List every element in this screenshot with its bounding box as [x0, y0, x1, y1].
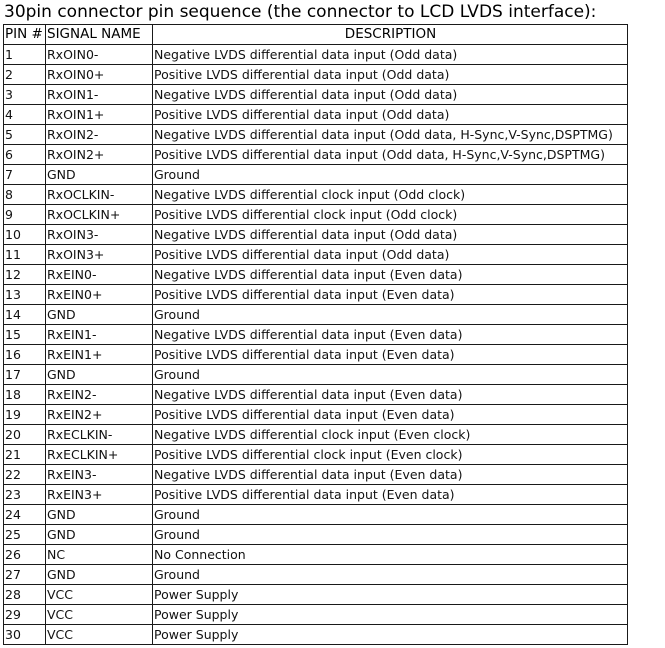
pin-cell: 1: [4, 45, 46, 65]
signal-name-cell: GND: [46, 165, 153, 185]
table-row: [4, 485, 628, 505]
table-row: [4, 85, 628, 105]
pin-cell: 21: [4, 445, 46, 465]
pin-cell: 23: [4, 485, 46, 505]
table-row: [4, 45, 628, 65]
description-cell: Ground: [153, 565, 628, 585]
signal-name-cell: RxOCLKIN+: [46, 205, 153, 225]
pin-cell: 25: [4, 525, 46, 545]
description-cell: Power Supply: [153, 625, 628, 645]
signal-name-cell: RxOIN0-: [46, 45, 153, 65]
description-cell: Positive LVDS differential clock input (Odd clock): [153, 205, 628, 225]
table-row: [4, 385, 628, 405]
description-cell: Ground: [153, 505, 628, 525]
signal-name-cell: RxEIN2-: [46, 385, 153, 405]
signal-name-cell: RxEIN3-: [46, 465, 153, 485]
pin-cell: 26: [4, 545, 46, 565]
pin-cell: 19: [4, 405, 46, 425]
table-row: [4, 505, 628, 525]
table-row: [4, 565, 628, 585]
table-row: [4, 185, 628, 205]
signal-name-cell: RxOIN3-: [46, 225, 153, 245]
description-cell: No Connection: [153, 545, 628, 565]
pin-cell: 28: [4, 585, 46, 605]
pin-cell: 4: [4, 105, 46, 125]
description-cell: Positive LVDS differential data input (Even data): [153, 345, 628, 365]
table-body: [4, 45, 628, 645]
signal-name-cell: RxEIN3+: [46, 485, 153, 505]
table-row: [4, 545, 628, 565]
pin-cell: 9: [4, 205, 46, 225]
signal-name-cell: RxOIN2-: [46, 125, 153, 145]
signal-name-cell: GND: [46, 305, 153, 325]
signal-name-cell: RxOIN0+: [46, 65, 153, 85]
table-row: [4, 325, 628, 345]
description-cell: Negative LVDS differential clock input (Even clock): [153, 425, 628, 445]
description-cell: Positive LVDS differential data input (Even data): [153, 285, 628, 305]
signal-name-cell: VCC: [46, 625, 153, 645]
table-row: [4, 225, 628, 245]
signal-name-cell: GND: [46, 525, 153, 545]
pin-table: [3, 24, 628, 645]
pin-cell: 7: [4, 165, 46, 185]
table-row: [4, 265, 628, 285]
signal-name-cell: NC: [46, 545, 153, 565]
pin-cell: 15: [4, 325, 46, 345]
pin-cell: 8: [4, 185, 46, 205]
description-cell: Positive LVDS differential data input (Even data): [153, 405, 628, 425]
signal-name-cell: RxEIN0+: [46, 285, 153, 305]
description-cell: Power Supply: [153, 605, 628, 625]
table-row: [4, 585, 628, 605]
description-cell: Negative LVDS differential data input (Odd data): [153, 225, 628, 245]
table-row: [4, 65, 628, 85]
description-cell: Negative LVDS differential data input (Even data): [153, 465, 628, 485]
pin-cell: 30: [4, 625, 46, 645]
signal-name-cell: RxECLKIN-: [46, 425, 153, 445]
pin-cell: 29: [4, 605, 46, 625]
description-cell: Positive LVDS differential data input (Odd data): [153, 65, 628, 85]
pin-cell: 17: [4, 365, 46, 385]
pin-cell: 27: [4, 565, 46, 585]
table-header-row: [4, 25, 628, 45]
pin-cell: 18: [4, 385, 46, 405]
description-cell: Negative LVDS differential data input (Even data): [153, 385, 628, 405]
pin-cell: 6: [4, 145, 46, 165]
signal-name-cell: RxEIN1+: [46, 345, 153, 365]
table-row: [4, 365, 628, 385]
table-row: [4, 165, 628, 185]
pin-cell: 20: [4, 425, 46, 445]
description-cell: Positive LVDS differential data input (Even data): [153, 485, 628, 505]
description-cell: Ground: [153, 365, 628, 385]
table-row: [4, 465, 628, 485]
signal-name-cell: RxECLKIN+: [46, 445, 153, 465]
header-description: DESCRIPTION: [153, 25, 628, 45]
pin-cell: 11: [4, 245, 46, 265]
pin-cell: 3: [4, 85, 46, 105]
description-cell: Negative LVDS differential data input (Odd data): [153, 45, 628, 65]
description-cell: Negative LVDS differential clock input (Odd clock): [153, 185, 628, 205]
signal-name-cell: VCC: [46, 585, 153, 605]
table-row: [4, 345, 628, 365]
table-row: [4, 145, 628, 165]
description-cell: Power Supply: [153, 585, 628, 605]
description-cell: Ground: [153, 165, 628, 185]
pin-cell: 2: [4, 65, 46, 85]
table-row: [4, 625, 628, 645]
table-row: [4, 285, 628, 305]
signal-name-cell: RxEIN0-: [46, 265, 153, 285]
pin-cell: 13: [4, 285, 46, 305]
description-cell: Positive LVDS differential data input (Odd data, H-Sync,V-Sync,DSPTMG): [153, 145, 628, 165]
signal-name-cell: GND: [46, 565, 153, 585]
signal-name-cell: VCC: [46, 605, 153, 625]
description-cell: Positive LVDS differential data input (Odd data): [153, 105, 628, 125]
description-cell: Negative LVDS differential data input (Even data): [153, 325, 628, 345]
pin-cell: 14: [4, 305, 46, 325]
table-row: [4, 525, 628, 545]
description-cell: Positive LVDS differential clock input (Even clock): [153, 445, 628, 465]
signal-name-cell: RxOIN2+: [46, 145, 153, 165]
description-cell: Negative LVDS differential data input (Odd data, H-Sync,V-Sync,DSPTMG): [153, 125, 628, 145]
pin-cell: 10: [4, 225, 46, 245]
signal-name-cell: RxEIN1-: [46, 325, 153, 345]
table-row: [4, 305, 628, 325]
pin-cell: 5: [4, 125, 46, 145]
table-row: [4, 405, 628, 425]
signal-name-cell: GND: [46, 505, 153, 525]
signal-name-cell: RxEIN2+: [46, 405, 153, 425]
description-cell: Negative LVDS differential data input (Even data): [153, 265, 628, 285]
table-row: [4, 605, 628, 625]
description-cell: Ground: [153, 525, 628, 545]
table-row: [4, 205, 628, 225]
header-signal-name: SIGNAL NAME: [46, 25, 153, 45]
description-cell: Positive LVDS differential data input (Odd data): [153, 245, 628, 265]
header-pin: PIN #: [4, 25, 46, 45]
signal-name-cell: RxOIN3+: [46, 245, 153, 265]
table-row: [4, 445, 628, 465]
pin-cell: 24: [4, 505, 46, 525]
pin-cell: 16: [4, 345, 46, 365]
signal-name-cell: RxOIN1-: [46, 85, 153, 105]
table-row: [4, 245, 628, 265]
table-row: [4, 425, 628, 445]
table-row: [4, 125, 628, 145]
signal-name-cell: GND: [46, 365, 153, 385]
table-row: [4, 105, 628, 125]
page-title: 30pin connector pin sequence (the connector to LCD LVDS interface):: [4, 2, 597, 22]
pin-cell: 22: [4, 465, 46, 485]
description-cell: Negative LVDS differential data input (Odd data): [153, 85, 628, 105]
description-cell: Ground: [153, 305, 628, 325]
signal-name-cell: RxOIN1+: [46, 105, 153, 125]
pin-cell: 12: [4, 265, 46, 285]
signal-name-cell: RxOCLKIN-: [46, 185, 153, 205]
